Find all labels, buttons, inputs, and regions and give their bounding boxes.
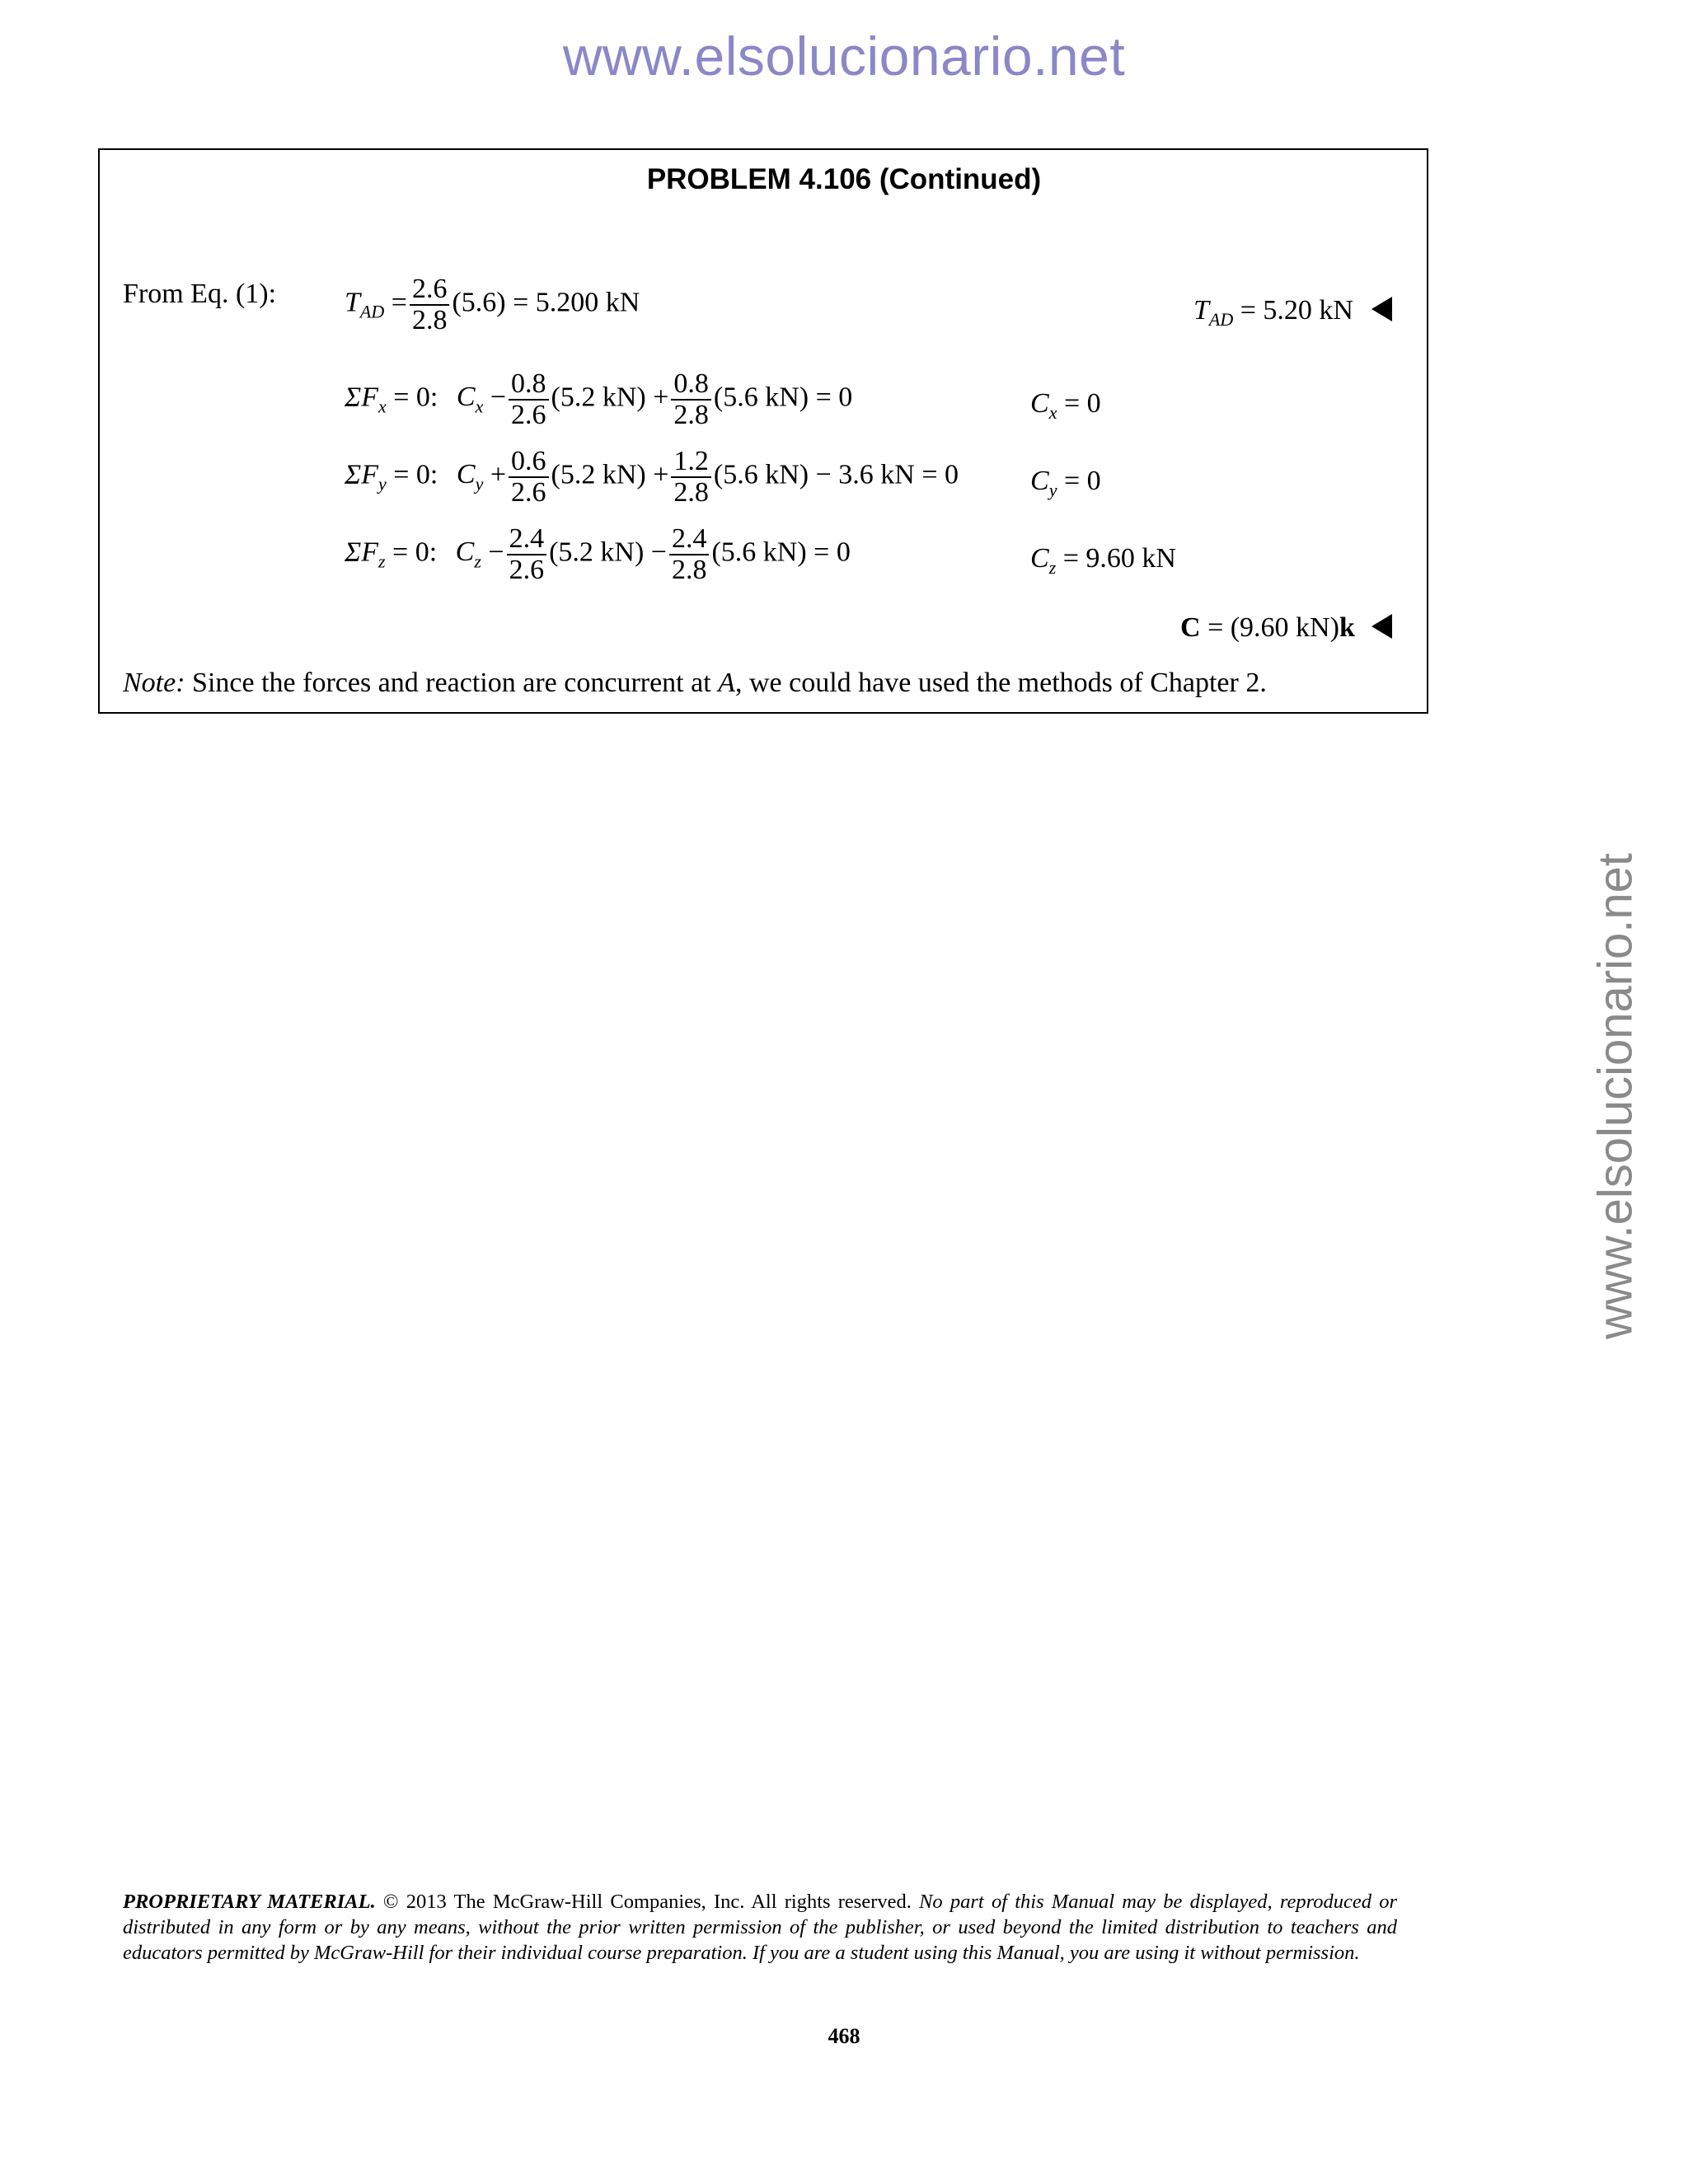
sumfx-row: [345, 369, 852, 429]
sumfy-res-var: C: [1030, 466, 1049, 496]
final-k: k: [1339, 612, 1355, 643]
eq1-result-var: T: [1193, 295, 1209, 326]
eq1-rhs: (5.6) = 5.200 kN: [452, 287, 640, 318]
sumfy-f2-den: 2.8: [673, 476, 709, 508]
sumfz-f2-den: 2.8: [671, 554, 707, 585]
sumfz-term-2: (5.6 kN) = 0: [711, 537, 851, 568]
sumfz-res-val: = 9.60 kN: [1062, 543, 1176, 574]
sumfx-fraction-1: [509, 369, 549, 429]
sumfy-c-var: C: [456, 459, 476, 490]
copyright-footer: [123, 1889, 1397, 1966]
eq1-fraction: [410, 274, 450, 335]
sumfz-row: [345, 524, 851, 584]
eq1-lhs-var: T: [345, 287, 360, 318]
sumfy-fraction-2: [671, 447, 711, 507]
eq1-result-sub: AD: [1208, 309, 1234, 330]
sumfx-res-sub: x: [1048, 402, 1057, 423]
sumfy-eq: = 0:: [393, 459, 438, 490]
eq1-expression: [345, 274, 640, 335]
watermark-top: www.elsolucionario.net: [562, 26, 1126, 87]
eq1-label: From Eq. (1):: [123, 279, 277, 309]
sumfy-f1-num: 0.6: [509, 447, 549, 478]
sumfx-f1-den: 2.6: [511, 399, 546, 430]
sumfy-row: [345, 447, 959, 507]
eq1-result: [1193, 295, 1353, 330]
sumfx-eq: = 0:: [393, 382, 438, 413]
sumfz-result: [1030, 543, 1176, 578]
sumfy-result: [1030, 466, 1101, 500]
final-mid: = (9.60 kN): [1200, 612, 1339, 643]
sumfx-label-sub: x: [377, 396, 387, 417]
eq1-den: 2.8: [411, 304, 448, 335]
sumfz-fraction-2: [669, 524, 710, 584]
sumfz-label-sub: z: [377, 551, 386, 572]
note: [123, 669, 1267, 697]
sumfy-res-val: = 0: [1063, 466, 1101, 496]
sumfx-f2-num: 0.8: [671, 369, 711, 401]
answer-marker-icon: [1372, 614, 1392, 639]
sumfy-term-1: (5.2 kN) +: [551, 459, 669, 490]
sumfz-res-var: C: [1030, 543, 1049, 574]
sumfx-c-sub: x: [475, 396, 484, 417]
sumfx-term-1: (5.2 kN) +: [551, 382, 669, 413]
sumfy-f1-den: 2.6: [511, 476, 546, 508]
sumfz-fraction-1: [507, 524, 547, 584]
note-text-b: , we could have used the methods of Chapter 2.: [734, 668, 1267, 698]
sumfx-label: ΣF: [345, 382, 378, 413]
sumfz-f1-den: 2.6: [509, 554, 545, 585]
final-answer: [1180, 614, 1355, 642]
eq1-num: 2.6: [410, 274, 450, 306]
sumfy-res-sub: y: [1048, 480, 1057, 500]
sumfy-c-sub: y: [475, 473, 484, 494]
sumfz-eq: = 0:: [392, 537, 438, 568]
sumfx-term-2: (5.6 kN) = 0: [713, 382, 853, 413]
sumfx-fraction-2: [671, 369, 711, 429]
sumfy-label-sub: y: [377, 473, 387, 494]
note-text-a: Since the forces and reaction are concurrent at: [185, 668, 719, 698]
sumfx-f2-den: 2.8: [673, 399, 709, 430]
eq1-equals: =: [391, 287, 407, 318]
sumfx-f1-num: 0.8: [509, 369, 549, 401]
note-var-a: A: [718, 668, 735, 698]
sumfx-c-var: C: [456, 382, 476, 413]
sumfy-f2-num: 1.2: [671, 447, 711, 478]
footer-normal: © 2013 The McGraw-Hill Companies, Inc. All rights reserved.: [375, 1891, 920, 1913]
sumfx-res-val: = 0: [1063, 388, 1101, 419]
final-c: C: [1180, 612, 1201, 643]
problem-title: PROBLEM 4.106 (Continued): [646, 163, 1042, 195]
sumfy-term-2: (5.6 kN) − 3.6 kN = 0: [713, 459, 959, 490]
sumfz-c-var: C: [455, 537, 475, 568]
sumfx-op1: −: [490, 382, 507, 413]
sumfz-c-sub: z: [474, 551, 481, 572]
footer-italic: No part of this Manual may be displayed, reproduced or distributed in any form or by any means, without the prior written permission of the publisher, or used beyond the limited distribution to teachers and educators permitted by McGraw-Hill for their individual course preparation. If you are a student using this Manual, you are using it without permission.: [123, 1891, 1397, 1964]
sumfz-term-1: (5.2 kN) −: [549, 537, 667, 568]
sumfz-res-sub: z: [1048, 557, 1057, 578]
answer-marker-icon: [1372, 297, 1392, 321]
page-number: 468: [828, 2024, 860, 2048]
eq1-result-value: = 5.20 kN: [1240, 295, 1353, 326]
sumfz-f2-num: 2.4: [669, 524, 710, 555]
sumfx-result: [1030, 388, 1101, 423]
sumfz-op1: −: [488, 537, 504, 568]
sumfx-res-var: C: [1030, 388, 1049, 419]
sumfy-label: ΣF: [345, 459, 378, 490]
watermark-side: www.elsolucionario.net: [1588, 853, 1643, 1339]
footer-bold-italic: PROPRIETARY MATERIAL.: [123, 1891, 376, 1913]
eq1-row: [123, 280, 276, 308]
note-label: Note:: [123, 668, 185, 698]
sumfz-label: ΣF: [345, 537, 378, 568]
eq1-lhs-sub: AD: [359, 301, 385, 322]
sumfy-fraction-1: [509, 447, 549, 507]
sumfy-op1: +: [490, 459, 507, 490]
sumfz-f1-num: 2.4: [507, 524, 547, 555]
